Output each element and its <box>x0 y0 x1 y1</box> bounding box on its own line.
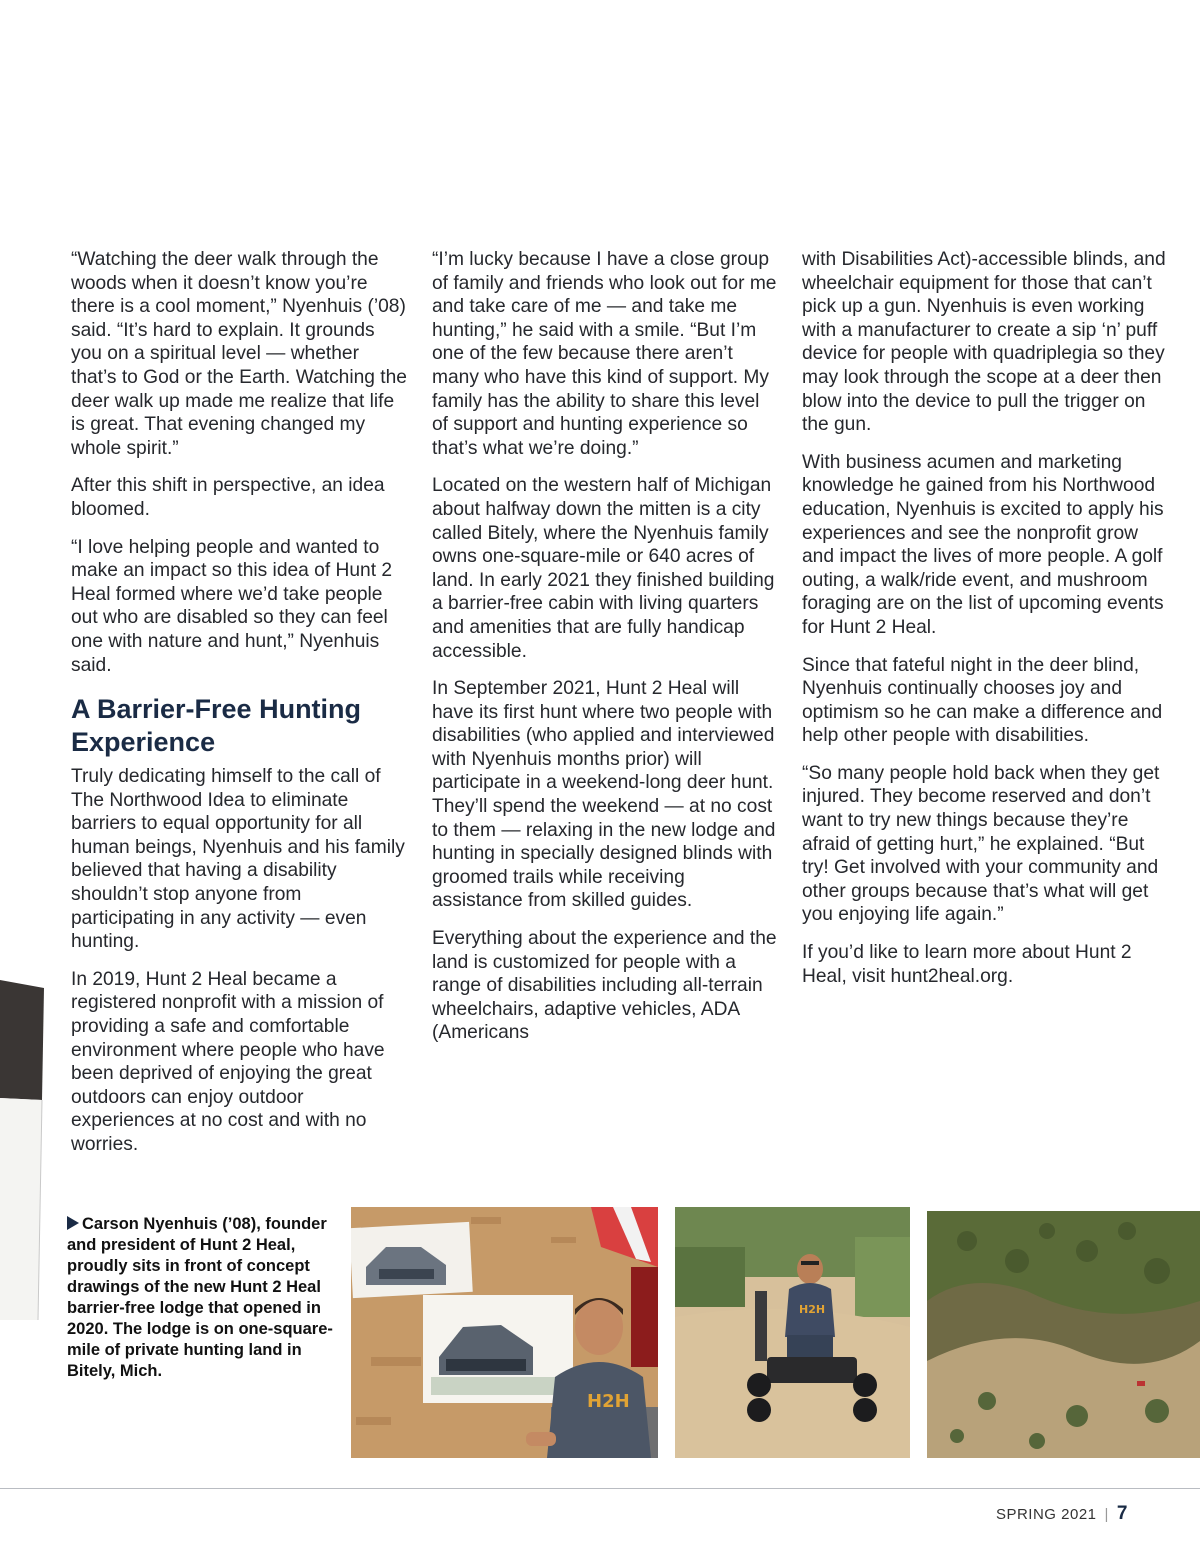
photo-all-terrain-wheelchair <box>675 1207 910 1458</box>
page-footer <box>996 1503 1128 1525</box>
issue-label: SPRING 2021 <box>995 1506 1097 1523</box>
paragraph: In September 2021, Hunt 2 Heal will have its first hunt where two people with disabilities (who applied and interviewed with Nyenhuis months prior) will participate in a weekend-long deer hunt. They’ll spend the weekend — at no cost to them — relaxing in the new lodge and hunting in specially designed blinds with groomed trails while receiving assistance from skilled guides. <box>432 678 776 912</box>
shirt-logo-text: H2H <box>799 1303 826 1316</box>
paragraph: “I love helping people and wanted to make an impact so this idea of Hunt 2 Heal formed where we’d take people out who are disabled so they can feel one with nature and hunt,” Nyenhuis said. <box>71 536 393 676</box>
partial-photo-edge <box>0 980 44 1320</box>
article-column-1 <box>71 248 407 1171</box>
paragraph: In 2019, Hunt 2 Heal became a registered nonprofit with a mission of providing a safe and comfortable environment where people who have been deprived of enjoying the great outdoors can enjoy outdoor experiences at no cost and with no worries. <box>71 968 385 1155</box>
footer-divider <box>0 1488 1200 1489</box>
page-number: 7 <box>1116 1503 1128 1524</box>
photo-aerial-land <box>927 1211 1200 1458</box>
caption-arrow-icon <box>67 1216 79 1230</box>
section-heading: A Barrier-Free Hunting Experience <box>71 694 362 758</box>
paragraph: “Watching the deer walk through the woods when it doesn’t know you’re there is a cool moment,” Nyenhuis (’08) said. “It’s hard to explain. It grounds you on a spiritual level — whether that’s to God or the Earth. Watching the deer walk up made me realize that life is great. That evening changed my whole spirit.” <box>71 249 407 459</box>
paragraph: After this shift in perspective, an idea bloomed. <box>71 475 385 520</box>
photo-caption <box>67 1214 337 1382</box>
article-column-2 <box>432 248 777 1059</box>
paragraph: Truly dedicating himself to the call of The Northwood Idea to eliminate barriers to equal opportunity for all human beings, Nyenhuis and his family believed that having a disability shouldn’t stop anyone from participating in any activity — even hunting. <box>71 766 405 953</box>
article-column-3 <box>802 248 1172 1002</box>
paragraph: Located on the western half of Michigan about halfway down the mitten is a city called Bitely, where the Nyenhuis family owns one-square-mile or 640 acres of land. In early 2021 they finished building a barrier-free cabin with living quarters and amenities that are fully handicap accessible. <box>432 475 775 662</box>
paragraph: If you’d like to learn more about Hunt 2 Heal, visit hunt2heal.org. <box>802 942 1132 987</box>
photo-founder-with-drawings <box>351 1207 658 1458</box>
caption-text: Carson Nyenhuis (’08), founder and president of Hunt 2 Heal, proudly sits in front of concept drawings of the new Hunt 2 Heal barrier-free lodge that opened in 2020. The lodge is on one-square-mile of private hunting land in Bitely, Mich. <box>67 1215 333 1380</box>
paragraph: With business acumen and marketing knowledge he gained from his Northwood education, Nyenhuis is excited to apply his experiences and see the nonprofit grow and impact the lives of more people. A golf outing, a walk/ride event, and mushroom foraging are on the list of upcoming events for Hunt 2 Heal. <box>802 451 1164 638</box>
shirt-logo-text: H2H <box>587 1391 630 1412</box>
paragraph: Everything about the experience and the land is customized for people with a range of disabilities including all-terrain wheelchairs, adaptive vehicles, ADA (Americans <box>432 928 777 1044</box>
footer-separator: | <box>1104 1506 1109 1523</box>
paragraph: “I’m lucky because I have a close group of family and friends who look out for me and take care of me — and take me hunting,” he said with a smile. “But I’m one of the few because there aren’t many who have this kind of support. My family has the ability to share this level of support and hunting experience so that’s what we’re doing.” <box>432 249 777 459</box>
paragraph: “So many people hold back when they get injured. They become reserved and don’t want to try new things because they’re afraid of getting hurt,” he explained. “But try! Get involved with your community and other groups because that’s what will get you enjoying life again.” <box>802 762 1160 926</box>
paragraph: Since that fateful night in the deer blind, Nyenhuis continually chooses joy and optimism so he can make a difference and help other people with disabilities. <box>802 654 1163 747</box>
paragraph: with Disabilities Act)-accessible blinds, and wheelchair equipment for those that can’t pick up a gun. Nyenhuis is even working with a manufacturer to create a sip ‘n’ puff device for people with quadriplegia so they may look through the scope at a deer then blow into the device to pull the trigger on the gun. <box>802 249 1166 436</box>
